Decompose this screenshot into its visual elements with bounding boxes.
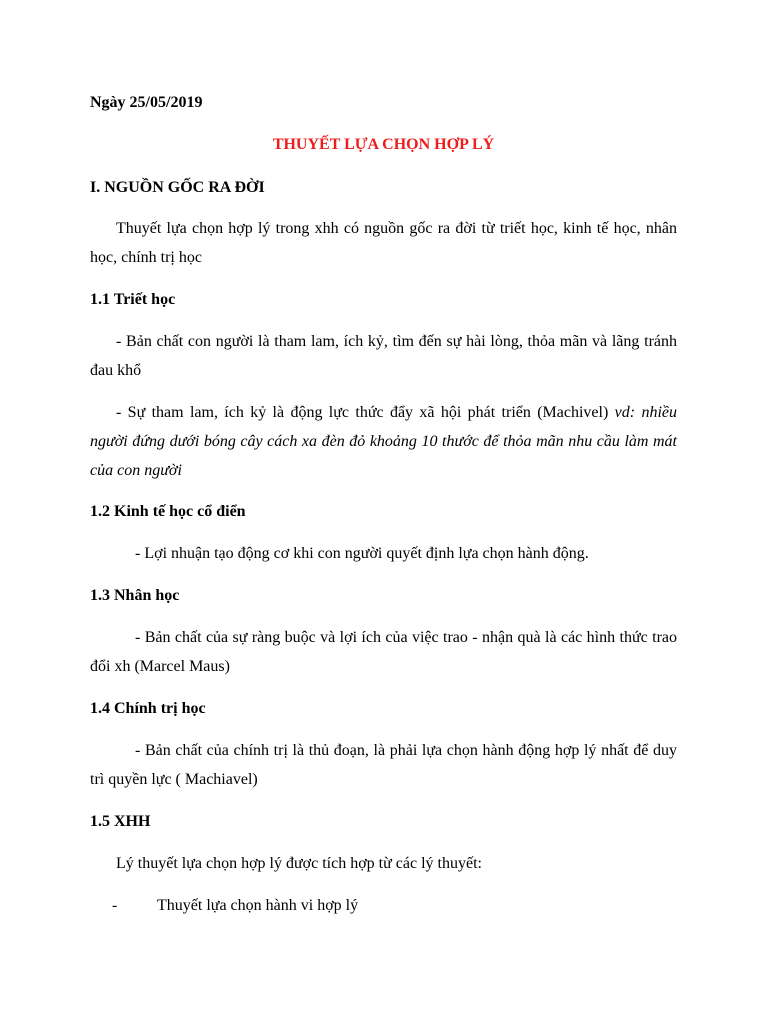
- subheading-anthropology: 1.3 Nhân học: [90, 587, 180, 604]
- paragraph-philosophy-2-text: - Sự tham lam, ích kỷ là động lực thức đẩy xã hội phát triển (Machivel): [116, 404, 615, 421]
- paragraph-intro: Thuyết lựa chọn hợp lý trong xhh có nguồn gốc ra đời từ triết học, kinh tế học, nhân học, chính trị học: [90, 220, 677, 266]
- list-dash: -: [112, 897, 118, 914]
- paragraph-philosophy-2-example: vd: nhiều người đứng dưới bóng cây cách xa đèn đỏ khoảng 10 thước để thỏa mãn nhu cầu làm mát của con người: [90, 404, 677, 479]
- list-item-text: Thuyết lựa chọn hành vi hợp lý: [157, 897, 359, 914]
- paragraph-philosophy-2: [90, 398, 677, 485]
- section-heading-origin: I. NGUỒN GỐC RA ĐỜI: [90, 179, 265, 196]
- paragraph-political-1: - Bản chất của chính trị là thủ đoạn, là phải lựa chọn hành động hợp lý nhất để duy trì quyền lực ( Machiavel): [90, 742, 677, 788]
- subheading-political-science: 1.4 Chính trị học: [90, 700, 206, 717]
- paragraph-economics-1: - Lợi nhuận tạo động cơ khi con người quyết định lựa chọn hành động.: [135, 545, 589, 562]
- document-date: Ngày 25/05/2019: [90, 94, 203, 111]
- subheading-philosophy: 1.1 Triết học: [90, 291, 176, 308]
- subheading-sociology: 1.5 XHH: [90, 813, 151, 830]
- paragraph-sociology-1: Lý thuyết lựa chọn hợp lý được tích hợp từ các lý thuyết:: [116, 855, 482, 872]
- subheading-classical-economics: 1.2 Kinh tế học cổ điển: [90, 503, 246, 520]
- document-title: THUYẾT LỰA CHỌN HỢP LÝ: [272, 136, 495, 153]
- paragraph-philosophy-1: - Bản chất con người là tham lam, ích kỷ, tìm đến sự hài lòng, thỏa mãn và lãng tránh đau khổ: [90, 333, 677, 379]
- paragraph-anthropology-1: - Bản chất của sự ràng buộc và lợi ích của việc trao - nhận quà là các hình thức trao đổi xh (Marcel Maus): [90, 629, 677, 675]
- list-item: [112, 891, 677, 920]
